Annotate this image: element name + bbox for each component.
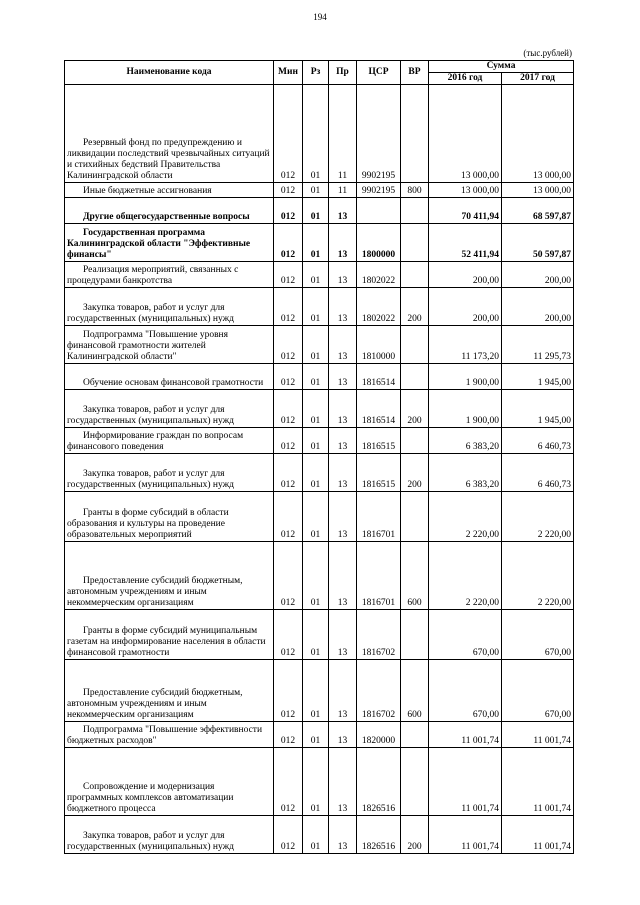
row-sum-2016-cell: 11 001,74 [429, 722, 502, 748]
row-name-cell: Иные бюджетные ассигнования [65, 183, 274, 198]
row-csr-cell: 1826516 [357, 816, 401, 854]
row-min-cell: 012 [274, 390, 303, 428]
row-rz-cell: 01 [303, 610, 329, 660]
table-row [65, 364, 574, 390]
row-sum-2017-cell: 200,00 [502, 288, 574, 326]
row-csr-cell: 1816514 [357, 390, 401, 428]
row-sum-2016-cell: 670,00 [429, 660, 502, 722]
units-label: (тыс.рублей) [523, 48, 572, 58]
row-vr-cell: 200 [401, 390, 429, 428]
row-min-cell: 012 [274, 224, 303, 262]
header-rz: Рз [303, 61, 329, 85]
row-rz-cell: 01 [303, 542, 329, 610]
row-vr-cell [401, 428, 429, 454]
header-2017: 2017 год [502, 73, 574, 85]
row-min-cell: 012 [274, 748, 303, 816]
row-rz-cell: 01 [303, 326, 329, 364]
header-name: Наименование кода [65, 61, 274, 85]
row-csr-cell: 1816701 [357, 492, 401, 542]
table-row [65, 722, 574, 748]
row-min-cell: 012 [274, 288, 303, 326]
row-csr-cell: 1810000 [357, 326, 401, 364]
row-pr-cell: 13 [329, 748, 357, 816]
row-name-cell: Закупка товаров, работ и услуг для государственных (муниципальных) нужд [65, 390, 274, 428]
row-rz-cell: 01 [303, 364, 329, 390]
row-vr-cell: 600 [401, 542, 429, 610]
row-csr-cell: 9902195 [357, 85, 401, 183]
table-row [65, 262, 574, 288]
row-vr-cell [401, 224, 429, 262]
table-header [65, 61, 574, 85]
header-pr: Пр [329, 61, 357, 85]
table-row [65, 542, 574, 610]
row-vr-cell: 200 [401, 288, 429, 326]
row-pr-cell: 13 [329, 816, 357, 854]
table-row [65, 390, 574, 428]
row-min-cell: 012 [274, 610, 303, 660]
row-name-cell: Гранты в форме субсидий муниципальным газетам на информирование населения в области финансовой грамотности [65, 610, 274, 660]
row-csr-cell: 1816702 [357, 610, 401, 660]
row-name-cell: Закупка товаров, работ и услуг для государственных (муниципальных) нужд [65, 288, 274, 326]
row-name-cell: Подпрограмма "Повышение эффективности бюджетных расходов" [65, 722, 274, 748]
row-pr-cell: 13 [329, 542, 357, 610]
row-sum-2017-cell: 13 000,00 [502, 183, 574, 198]
row-sum-2017-cell: 6 460,73 [502, 454, 574, 492]
table-row [65, 610, 574, 660]
row-min-cell: 012 [274, 660, 303, 722]
row-sum-2016-cell: 6 383,20 [429, 454, 502, 492]
row-sum-2017-cell: 2 220,00 [502, 492, 574, 542]
row-sum-2016-cell: 70 411,94 [429, 198, 502, 224]
row-min-cell: 012 [274, 454, 303, 492]
row-min-cell: 012 [274, 542, 303, 610]
row-vr-cell [401, 326, 429, 364]
table-row [65, 326, 574, 364]
row-sum-2016-cell: 1 900,00 [429, 364, 502, 390]
row-rz-cell: 01 [303, 492, 329, 542]
row-vr-cell [401, 748, 429, 816]
row-sum-2017-cell: 11 001,74 [502, 722, 574, 748]
row-sum-2017-cell: 11 001,74 [502, 748, 574, 816]
row-csr-cell: 9902195 [357, 183, 401, 198]
row-sum-2016-cell: 11 173,20 [429, 326, 502, 364]
table-row [65, 183, 574, 198]
row-min-cell: 012 [274, 262, 303, 288]
table-row [65, 660, 574, 722]
row-pr-cell: 13 [329, 390, 357, 428]
row-vr-cell: 200 [401, 816, 429, 854]
row-pr-cell: 13 [329, 660, 357, 722]
row-sum-2017-cell: 1 945,00 [502, 364, 574, 390]
row-vr-cell [401, 262, 429, 288]
row-rz-cell: 01 [303, 198, 329, 224]
row-sum-2017-cell: 670,00 [502, 660, 574, 722]
row-min-cell: 012 [274, 492, 303, 542]
row-name-cell: Предоставление субсидий бюджетным, автономным учреждениям и иным некоммерческим организациям [65, 660, 274, 722]
row-csr-cell: 1816515 [357, 428, 401, 454]
row-rz-cell: 01 [303, 454, 329, 492]
row-sum-2016-cell: 2 220,00 [429, 492, 502, 542]
row-pr-cell: 13 [329, 454, 357, 492]
table-body [65, 85, 574, 854]
row-rz-cell: 01 [303, 428, 329, 454]
row-sum-2016-cell: 11 001,74 [429, 816, 502, 854]
row-sum-2017-cell: 11 295,73 [502, 326, 574, 364]
row-rz-cell: 01 [303, 816, 329, 854]
row-sum-2016-cell: 52 411,94 [429, 224, 502, 262]
table-row [65, 198, 574, 224]
row-sum-2017-cell: 200,00 [502, 262, 574, 288]
row-min-cell: 012 [274, 85, 303, 183]
row-vr-cell [401, 610, 429, 660]
table-row [65, 748, 574, 816]
row-pr-cell: 13 [329, 288, 357, 326]
row-pr-cell: 13 [329, 262, 357, 288]
row-pr-cell: 13 [329, 224, 357, 262]
table-row [65, 428, 574, 454]
row-sum-2017-cell: 13 000,00 [502, 85, 574, 183]
row-sum-2016-cell: 13 000,00 [429, 183, 502, 198]
row-vr-cell [401, 492, 429, 542]
row-rz-cell: 01 [303, 288, 329, 326]
table-row [65, 492, 574, 542]
row-name-cell: Сопровождение и модернизация программных комплексов автоматизации бюджетного процесса [65, 748, 274, 816]
row-name-cell: Закупка товаров, работ и услуг для государственных (муниципальных) нужд [65, 454, 274, 492]
row-min-cell: 012 [274, 722, 303, 748]
row-min-cell: 012 [274, 428, 303, 454]
row-vr-cell [401, 85, 429, 183]
row-min-cell: 012 [274, 364, 303, 390]
table-row [65, 288, 574, 326]
row-name-cell: Закупка товаров, работ и услуг для государственных (муниципальных) нужд [65, 816, 274, 854]
row-min-cell: 012 [274, 816, 303, 854]
row-csr-cell [357, 198, 401, 224]
row-rz-cell: 01 [303, 390, 329, 428]
row-name-cell: Государственная программа Калининградской области "Эффективные финансы" [65, 224, 274, 262]
row-pr-cell: 11 [329, 85, 357, 183]
row-pr-cell: 13 [329, 722, 357, 748]
header-vr: ВР [401, 61, 429, 85]
row-sum-2017-cell: 11 001,74 [502, 816, 574, 854]
row-rz-cell: 01 [303, 262, 329, 288]
table-row [65, 816, 574, 854]
row-vr-cell: 600 [401, 660, 429, 722]
row-csr-cell: 1816515 [357, 454, 401, 492]
row-pr-cell: 13 [329, 610, 357, 660]
row-csr-cell: 1802022 [357, 262, 401, 288]
row-sum-2017-cell: 2 220,00 [502, 542, 574, 610]
row-pr-cell: 13 [329, 492, 357, 542]
row-rz-cell: 01 [303, 660, 329, 722]
header-csr: ЦСР [357, 61, 401, 85]
row-sum-2017-cell: 68 597,87 [502, 198, 574, 224]
row-vr-cell [401, 198, 429, 224]
row-name-cell: Резервный фонд по предупреждению и ликвидации последствий чрезвычайных ситуаций и стихийных бедствий Правительства Калининградской области [65, 85, 274, 183]
row-name-cell: Информирование граждан по вопросам финансового поведения [65, 428, 274, 454]
row-sum-2016-cell: 670,00 [429, 610, 502, 660]
header-2016: 2016 год [429, 73, 502, 85]
table-row [65, 454, 574, 492]
row-sum-2017-cell: 50 597,87 [502, 224, 574, 262]
row-rz-cell: 01 [303, 85, 329, 183]
row-min-cell: 012 [274, 326, 303, 364]
row-name-cell: Другие общегосударственные вопросы [65, 198, 274, 224]
row-rz-cell: 01 [303, 722, 329, 748]
row-csr-cell: 1816514 [357, 364, 401, 390]
row-name-cell: Обучение основам финансовой грамотности [65, 364, 274, 390]
row-csr-cell: 1820000 [357, 722, 401, 748]
row-sum-2017-cell: 6 460,73 [502, 428, 574, 454]
row-sum-2016-cell: 2 220,00 [429, 542, 502, 610]
row-csr-cell: 1800000 [357, 224, 401, 262]
row-pr-cell: 13 [329, 198, 357, 224]
row-sum-2016-cell: 6 383,20 [429, 428, 502, 454]
row-sum-2016-cell: 13 000,00 [429, 85, 502, 183]
row-rz-cell: 01 [303, 224, 329, 262]
row-csr-cell: 1816701 [357, 542, 401, 610]
row-name-cell: Реализация мероприятий, связанных с процедурами банкротства [65, 262, 274, 288]
row-min-cell: 012 [274, 198, 303, 224]
row-pr-cell: 13 [329, 364, 357, 390]
row-csr-cell: 1802022 [357, 288, 401, 326]
row-name-cell: Подпрограмма "Повышение уровня финансовой грамотности жителей Калининградской области" [65, 326, 274, 364]
row-pr-cell: 11 [329, 183, 357, 198]
row-pr-cell: 13 [329, 428, 357, 454]
row-csr-cell: 1816702 [357, 660, 401, 722]
row-name-cell: Гранты в форме субсидий в области образования и культуры на проведение образовательных мероприятий [65, 492, 274, 542]
row-vr-cell [401, 364, 429, 390]
row-sum-2017-cell: 1 945,00 [502, 390, 574, 428]
row-sum-2016-cell: 200,00 [429, 288, 502, 326]
row-vr-cell: 200 [401, 454, 429, 492]
row-name-cell: Предоставление субсидий бюджетным, автономным учреждениям и иным некоммерческим организациям [65, 542, 274, 610]
row-sum-2016-cell: 1 900,00 [429, 390, 502, 428]
row-vr-cell [401, 722, 429, 748]
row-pr-cell: 13 [329, 326, 357, 364]
header-sum: Сумма [429, 61, 574, 73]
row-sum-2016-cell: 200,00 [429, 262, 502, 288]
budget-table [64, 60, 574, 854]
row-sum-2016-cell: 11 001,74 [429, 748, 502, 816]
row-min-cell: 012 [274, 183, 303, 198]
row-vr-cell: 800 [401, 183, 429, 198]
row-csr-cell: 1826516 [357, 748, 401, 816]
table-row [65, 224, 574, 262]
table-row [65, 85, 574, 183]
row-rz-cell: 01 [303, 748, 329, 816]
header-min: Мин [274, 61, 303, 85]
page-number: 194 [313, 12, 327, 22]
row-sum-2017-cell: 670,00 [502, 610, 574, 660]
row-rz-cell: 01 [303, 183, 329, 198]
